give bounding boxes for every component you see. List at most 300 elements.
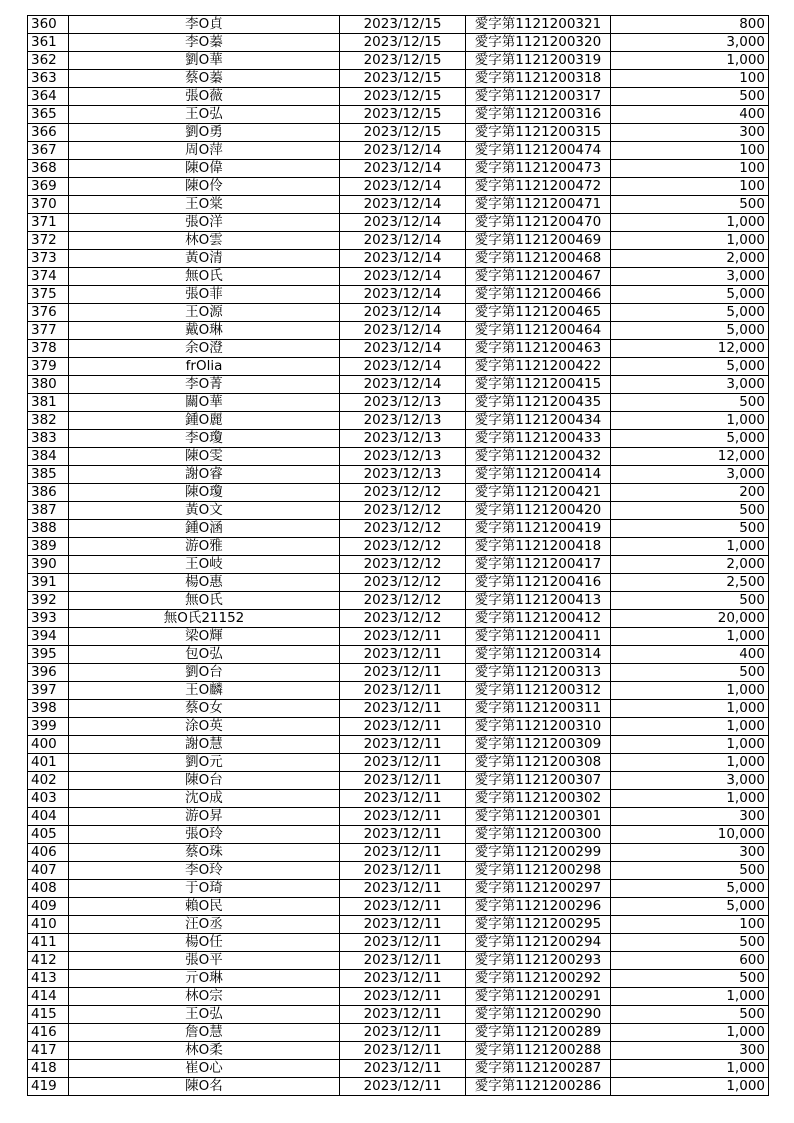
table-row — [28, 16, 769, 34]
amount-cell: 1,000 — [611, 232, 769, 250]
table-row — [28, 538, 769, 556]
table-row — [28, 214, 769, 232]
receipt-number-cell: 愛字第1121200318 — [466, 70, 611, 88]
amount-cell: 3,000 — [611, 376, 769, 394]
donation-date-cell: 2023/12/11 — [340, 772, 466, 790]
receipt-number-cell: 愛字第1121200414 — [466, 466, 611, 484]
table-row — [28, 772, 769, 790]
donor-name-cell: 亓O琳 — [69, 970, 340, 988]
donation-date-cell: 2023/12/11 — [340, 952, 466, 970]
donor-name-cell: 李O貞 — [69, 16, 340, 34]
amount-cell: 5,000 — [611, 898, 769, 916]
receipt-number-cell: 愛字第1121200320 — [466, 34, 611, 52]
donor-name-cell: 游O昇 — [69, 808, 340, 826]
table-row — [28, 520, 769, 538]
table-row — [28, 142, 769, 160]
receipt-number-cell: 愛字第1121200317 — [466, 88, 611, 106]
donation-date-cell: 2023/12/14 — [340, 322, 466, 340]
row-number-cell: 373 — [28, 250, 69, 268]
table-row — [28, 916, 769, 934]
table-row — [28, 196, 769, 214]
table-row — [28, 862, 769, 880]
receipt-number-cell: 愛字第1121200473 — [466, 160, 611, 178]
table-row — [28, 754, 769, 772]
receipt-number-cell: 愛字第1121200315 — [466, 124, 611, 142]
table-row — [28, 682, 769, 700]
donor-name-cell: 無O氏21152 — [69, 610, 340, 628]
amount-cell: 300 — [611, 1042, 769, 1060]
table-row — [28, 556, 769, 574]
table-row — [28, 736, 769, 754]
table-row — [28, 970, 769, 988]
receipt-number-cell: 愛字第1121200313 — [466, 664, 611, 682]
donation-date-cell: 2023/12/12 — [340, 556, 466, 574]
receipt-number-cell: 愛字第1121200309 — [466, 736, 611, 754]
row-number-cell: 390 — [28, 556, 69, 574]
receipt-number-cell: 愛字第1121200294 — [466, 934, 611, 952]
donor-name-cell: 游O雅 — [69, 538, 340, 556]
donor-name-cell: 陳O伶 — [69, 178, 340, 196]
donation-date-cell: 2023/12/11 — [340, 916, 466, 934]
row-number-cell: 389 — [28, 538, 69, 556]
amount-cell: 500 — [611, 196, 769, 214]
donation-date-cell: 2023/12/11 — [340, 664, 466, 682]
amount-cell: 200 — [611, 484, 769, 502]
donation-date-cell: 2023/12/12 — [340, 520, 466, 538]
row-number-cell: 415 — [28, 1006, 69, 1024]
table-row — [28, 484, 769, 502]
row-number-cell: 384 — [28, 448, 69, 466]
row-number-cell: 371 — [28, 214, 69, 232]
receipt-number-cell: 愛字第1121200301 — [466, 808, 611, 826]
donation-date-cell: 2023/12/15 — [340, 106, 466, 124]
donation-date-cell: 2023/12/11 — [340, 934, 466, 952]
donation-date-cell: 2023/12/11 — [340, 970, 466, 988]
amount-cell: 1,000 — [611, 214, 769, 232]
amount-cell: 1,000 — [611, 718, 769, 736]
amount-cell: 500 — [611, 592, 769, 610]
donation-date-cell: 2023/12/14 — [340, 304, 466, 322]
amount-cell: 3,000 — [611, 772, 769, 790]
donation-date-cell: 2023/12/15 — [340, 124, 466, 142]
amount-cell: 500 — [611, 934, 769, 952]
donation-date-cell: 2023/12/11 — [340, 1006, 466, 1024]
amount-cell: 1,000 — [611, 790, 769, 808]
donation-date-cell: 2023/12/14 — [340, 196, 466, 214]
amount-cell: 500 — [611, 664, 769, 682]
amount-cell: 10,000 — [611, 826, 769, 844]
donor-name-cell: 李O玲 — [69, 862, 340, 880]
table-row — [28, 502, 769, 520]
amount-cell: 500 — [611, 520, 769, 538]
row-number-cell: 388 — [28, 520, 69, 538]
receipt-number-cell: 愛字第1121200474 — [466, 142, 611, 160]
donation-date-cell: 2023/12/11 — [340, 898, 466, 916]
table-row — [28, 718, 769, 736]
receipt-number-cell: 愛字第1121200293 — [466, 952, 611, 970]
donation-date-cell: 2023/12/13 — [340, 430, 466, 448]
row-number-cell: 370 — [28, 196, 69, 214]
row-number-cell: 374 — [28, 268, 69, 286]
row-number-cell: 376 — [28, 304, 69, 322]
receipt-number-cell: 愛字第1121200298 — [466, 862, 611, 880]
donor-name-cell: 陳O偉 — [69, 160, 340, 178]
receipt-number-cell: 愛字第1121200417 — [466, 556, 611, 574]
receipt-number-cell: 愛字第1121200471 — [466, 196, 611, 214]
donation-date-cell: 2023/12/11 — [340, 1024, 466, 1042]
amount-cell: 20,000 — [611, 610, 769, 628]
donation-table-body — [28, 16, 769, 1096]
amount-cell: 100 — [611, 178, 769, 196]
row-number-cell: 393 — [28, 610, 69, 628]
receipt-number-cell: 愛字第1121200422 — [466, 358, 611, 376]
donor-name-cell: 李O菁 — [69, 376, 340, 394]
donation-date-cell: 2023/12/14 — [340, 340, 466, 358]
donor-name-cell: 陳O台 — [69, 772, 340, 790]
donation-date-cell: 2023/12/14 — [340, 232, 466, 250]
donation-date-cell: 2023/12/15 — [340, 88, 466, 106]
row-number-cell: 382 — [28, 412, 69, 430]
donation-date-cell: 2023/12/12 — [340, 592, 466, 610]
donation-date-cell: 2023/12/13 — [340, 412, 466, 430]
receipt-number-cell: 愛字第1121200312 — [466, 682, 611, 700]
donation-date-cell: 2023/12/11 — [340, 1060, 466, 1078]
donor-name-cell: 王O棠 — [69, 196, 340, 214]
donation-date-cell: 2023/12/11 — [340, 862, 466, 880]
amount-cell: 100 — [611, 142, 769, 160]
donation-date-cell: 2023/12/11 — [340, 646, 466, 664]
row-number-cell: 383 — [28, 430, 69, 448]
table-row — [28, 286, 769, 304]
receipt-number-cell: 愛字第1121200432 — [466, 448, 611, 466]
receipt-number-cell: 愛字第1121200467 — [466, 268, 611, 286]
receipt-number-cell: 愛字第1121200289 — [466, 1024, 611, 1042]
row-number-cell: 366 — [28, 124, 69, 142]
row-number-cell: 396 — [28, 664, 69, 682]
receipt-number-cell: 愛字第1121200310 — [466, 718, 611, 736]
amount-cell: 1,000 — [611, 988, 769, 1006]
row-number-cell: 360 — [28, 16, 69, 34]
row-number-cell: 362 — [28, 52, 69, 70]
donor-name-cell: 鍾O涵 — [69, 520, 340, 538]
receipt-number-cell: 愛字第1121200286 — [466, 1078, 611, 1096]
donor-name-cell: 李O蓁 — [69, 34, 340, 52]
table-row — [28, 1006, 769, 1024]
amount-cell: 800 — [611, 16, 769, 34]
donor-name-cell: 周O萍 — [69, 142, 340, 160]
amount-cell: 500 — [611, 394, 769, 412]
donation-date-cell: 2023/12/11 — [340, 808, 466, 826]
amount-cell: 1,000 — [611, 700, 769, 718]
donor-name-cell: 黃O文 — [69, 502, 340, 520]
donation-date-cell: 2023/12/14 — [340, 286, 466, 304]
table-row — [28, 934, 769, 952]
donor-name-cell: 林O雲 — [69, 232, 340, 250]
donor-name-cell: 汪O丞 — [69, 916, 340, 934]
table-row — [28, 826, 769, 844]
table-row — [28, 844, 769, 862]
receipt-number-cell: 愛字第1121200287 — [466, 1060, 611, 1078]
donor-name-cell: 余O澄 — [69, 340, 340, 358]
donation-date-cell: 2023/12/11 — [340, 700, 466, 718]
donor-name-cell: 王O麟 — [69, 682, 340, 700]
amount-cell: 5,000 — [611, 880, 769, 898]
donor-name-cell: 劉O元 — [69, 754, 340, 772]
receipt-number-cell: 愛字第1121200319 — [466, 52, 611, 70]
receipt-number-cell: 愛字第1121200295 — [466, 916, 611, 934]
amount-cell: 1,000 — [611, 628, 769, 646]
amount-cell: 5,000 — [611, 286, 769, 304]
table-row — [28, 52, 769, 70]
receipt-number-cell: 愛字第1121200416 — [466, 574, 611, 592]
row-number-cell: 363 — [28, 70, 69, 88]
donation-date-cell: 2023/12/12 — [340, 610, 466, 628]
donation-date-cell: 2023/12/14 — [340, 214, 466, 232]
receipt-number-cell: 愛字第1121200299 — [466, 844, 611, 862]
row-number-cell: 375 — [28, 286, 69, 304]
row-number-cell: 413 — [28, 970, 69, 988]
donor-name-cell: 包O弘 — [69, 646, 340, 664]
donor-name-cell: 蔡O珠 — [69, 844, 340, 862]
receipt-number-cell: 愛字第1121200468 — [466, 250, 611, 268]
row-number-cell: 361 — [28, 34, 69, 52]
donor-name-cell: 無O氏 — [69, 268, 340, 286]
receipt-number-cell: 愛字第1121200311 — [466, 700, 611, 718]
table-row — [28, 250, 769, 268]
donor-name-cell: 黃O清 — [69, 250, 340, 268]
donation-date-cell: 2023/12/14 — [340, 358, 466, 376]
row-number-cell: 398 — [28, 700, 69, 718]
donor-name-cell: 王O弘 — [69, 1006, 340, 1024]
donor-name-cell: 劉O勇 — [69, 124, 340, 142]
donation-date-cell: 2023/12/15 — [340, 52, 466, 70]
amount-cell: 600 — [611, 952, 769, 970]
row-number-cell: 394 — [28, 628, 69, 646]
amount-cell: 1,000 — [611, 412, 769, 430]
donor-name-cell: 林O宗 — [69, 988, 340, 1006]
table-row — [28, 1078, 769, 1096]
table-row — [28, 268, 769, 286]
amount-cell: 12,000 — [611, 340, 769, 358]
donor-name-cell: frOlia — [69, 358, 340, 376]
amount-cell: 1,000 — [611, 754, 769, 772]
row-number-cell: 381 — [28, 394, 69, 412]
table-row — [28, 952, 769, 970]
donor-name-cell: 關O華 — [69, 394, 340, 412]
table-row — [28, 646, 769, 664]
row-number-cell: 365 — [28, 106, 69, 124]
donation-date-cell: 2023/12/12 — [340, 574, 466, 592]
receipt-number-cell: 愛字第1121200421 — [466, 484, 611, 502]
donor-name-cell: 劉O台 — [69, 664, 340, 682]
donation-date-cell: 2023/12/11 — [340, 880, 466, 898]
receipt-number-cell: 愛字第1121200411 — [466, 628, 611, 646]
donor-name-cell: 張O玲 — [69, 826, 340, 844]
donation-date-cell: 2023/12/11 — [340, 826, 466, 844]
amount-cell: 2,000 — [611, 250, 769, 268]
table-row — [28, 574, 769, 592]
donor-name-cell: 蔡O女 — [69, 700, 340, 718]
table-row — [28, 448, 769, 466]
row-number-cell: 405 — [28, 826, 69, 844]
amount-cell: 12,000 — [611, 448, 769, 466]
receipt-number-cell: 愛字第1121200418 — [466, 538, 611, 556]
receipt-number-cell: 愛字第1121200321 — [466, 16, 611, 34]
row-number-cell: 397 — [28, 682, 69, 700]
row-number-cell: 395 — [28, 646, 69, 664]
amount-cell: 1,000 — [611, 1060, 769, 1078]
table-row — [28, 466, 769, 484]
donation-date-cell: 2023/12/14 — [340, 142, 466, 160]
row-number-cell: 412 — [28, 952, 69, 970]
amount-cell: 100 — [611, 916, 769, 934]
row-number-cell: 378 — [28, 340, 69, 358]
table-row — [28, 70, 769, 88]
row-number-cell: 372 — [28, 232, 69, 250]
donor-name-cell: 張O薇 — [69, 88, 340, 106]
table-row — [28, 304, 769, 322]
donation-date-cell: 2023/12/15 — [340, 16, 466, 34]
amount-cell: 400 — [611, 106, 769, 124]
donor-name-cell: 戴O琳 — [69, 322, 340, 340]
table-row — [28, 88, 769, 106]
amount-cell: 300 — [611, 124, 769, 142]
row-number-cell: 414 — [28, 988, 69, 1006]
receipt-number-cell: 愛字第1121200314 — [466, 646, 611, 664]
donation-date-cell: 2023/12/15 — [340, 70, 466, 88]
row-number-cell: 387 — [28, 502, 69, 520]
table-row — [28, 880, 769, 898]
donation-date-cell: 2023/12/15 — [340, 34, 466, 52]
donor-name-cell: 張O菲 — [69, 286, 340, 304]
donation-table — [27, 15, 769, 1096]
donation-date-cell: 2023/12/11 — [340, 754, 466, 772]
row-number-cell: 419 — [28, 1078, 69, 1096]
donation-date-cell: 2023/12/11 — [340, 988, 466, 1006]
donor-name-cell: 崔O心 — [69, 1060, 340, 1078]
table-row — [28, 232, 769, 250]
donor-name-cell: 于O琦 — [69, 880, 340, 898]
amount-cell: 300 — [611, 844, 769, 862]
amount-cell: 500 — [611, 970, 769, 988]
row-number-cell: 380 — [28, 376, 69, 394]
receipt-number-cell: 愛字第1121200472 — [466, 178, 611, 196]
receipt-number-cell: 愛字第1121200300 — [466, 826, 611, 844]
amount-cell: 1,000 — [611, 538, 769, 556]
row-number-cell: 386 — [28, 484, 69, 502]
table-row — [28, 898, 769, 916]
receipt-number-cell: 愛字第1121200308 — [466, 754, 611, 772]
receipt-number-cell: 愛字第1121200433 — [466, 430, 611, 448]
table-row — [28, 610, 769, 628]
table-row — [28, 340, 769, 358]
donor-name-cell: 王O源 — [69, 304, 340, 322]
donor-name-cell: 林O柔 — [69, 1042, 340, 1060]
amount-cell: 300 — [611, 808, 769, 826]
row-number-cell: 402 — [28, 772, 69, 790]
row-number-cell: 369 — [28, 178, 69, 196]
table-row — [28, 106, 769, 124]
amount-cell: 3,000 — [611, 268, 769, 286]
donor-name-cell: 涂O英 — [69, 718, 340, 736]
donor-name-cell: 賴O民 — [69, 898, 340, 916]
donor-name-cell: 陳O雯 — [69, 448, 340, 466]
donation-date-cell: 2023/12/11 — [340, 1042, 466, 1060]
table-row — [28, 412, 769, 430]
receipt-number-cell: 愛字第1121200288 — [466, 1042, 611, 1060]
donation-date-cell: 2023/12/14 — [340, 178, 466, 196]
donation-date-cell: 2023/12/14 — [340, 250, 466, 268]
donor-name-cell: 劉O華 — [69, 52, 340, 70]
row-number-cell: 417 — [28, 1042, 69, 1060]
donation-date-cell: 2023/12/11 — [340, 718, 466, 736]
amount-cell: 500 — [611, 1006, 769, 1024]
amount-cell: 3,000 — [611, 34, 769, 52]
table-row — [28, 700, 769, 718]
donation-date-cell: 2023/12/13 — [340, 394, 466, 412]
amount-cell: 2,500 — [611, 574, 769, 592]
table-row — [28, 1042, 769, 1060]
table-row — [28, 34, 769, 52]
receipt-number-cell: 愛字第1121200297 — [466, 880, 611, 898]
receipt-number-cell: 愛字第1121200291 — [466, 988, 611, 1006]
donor-name-cell: 謝O慧 — [69, 736, 340, 754]
amount-cell: 1,000 — [611, 736, 769, 754]
donor-name-cell: 張O平 — [69, 952, 340, 970]
row-number-cell: 391 — [28, 574, 69, 592]
table-row — [28, 808, 769, 826]
donor-name-cell: 王O弘 — [69, 106, 340, 124]
row-number-cell: 392 — [28, 592, 69, 610]
receipt-number-cell: 愛字第1121200419 — [466, 520, 611, 538]
table-row — [28, 988, 769, 1006]
table-row — [28, 322, 769, 340]
amount-cell: 500 — [611, 502, 769, 520]
donor-name-cell: 陳O瓊 — [69, 484, 340, 502]
table-row — [28, 790, 769, 808]
donation-date-cell: 2023/12/11 — [340, 790, 466, 808]
amount-cell: 1,000 — [611, 1078, 769, 1096]
receipt-number-cell: 愛字第1121200464 — [466, 322, 611, 340]
table-row — [28, 628, 769, 646]
table-row — [28, 376, 769, 394]
amount-cell: 3,000 — [611, 466, 769, 484]
donor-name-cell: 陳O名 — [69, 1078, 340, 1096]
donor-name-cell: 楊O惠 — [69, 574, 340, 592]
amount-cell: 100 — [611, 70, 769, 88]
receipt-number-cell: 愛字第1121200302 — [466, 790, 611, 808]
receipt-number-cell: 愛字第1121200292 — [466, 970, 611, 988]
donor-name-cell: 蔡O蓁 — [69, 70, 340, 88]
row-number-cell: 411 — [28, 934, 69, 952]
row-number-cell: 410 — [28, 916, 69, 934]
row-number-cell: 400 — [28, 736, 69, 754]
row-number-cell: 407 — [28, 862, 69, 880]
row-number-cell: 379 — [28, 358, 69, 376]
donor-name-cell: 謝O睿 — [69, 466, 340, 484]
row-number-cell: 377 — [28, 322, 69, 340]
donor-name-cell: 王O岐 — [69, 556, 340, 574]
donation-date-cell: 2023/12/11 — [340, 736, 466, 754]
donation-date-cell: 2023/12/11 — [340, 844, 466, 862]
row-number-cell: 368 — [28, 160, 69, 178]
donation-date-cell: 2023/12/12 — [340, 538, 466, 556]
donor-name-cell: 沈O成 — [69, 790, 340, 808]
amount-cell: 2,000 — [611, 556, 769, 574]
donation-date-cell: 2023/12/14 — [340, 268, 466, 286]
amount-cell: 400 — [611, 646, 769, 664]
donation-date-cell: 2023/12/11 — [340, 628, 466, 646]
